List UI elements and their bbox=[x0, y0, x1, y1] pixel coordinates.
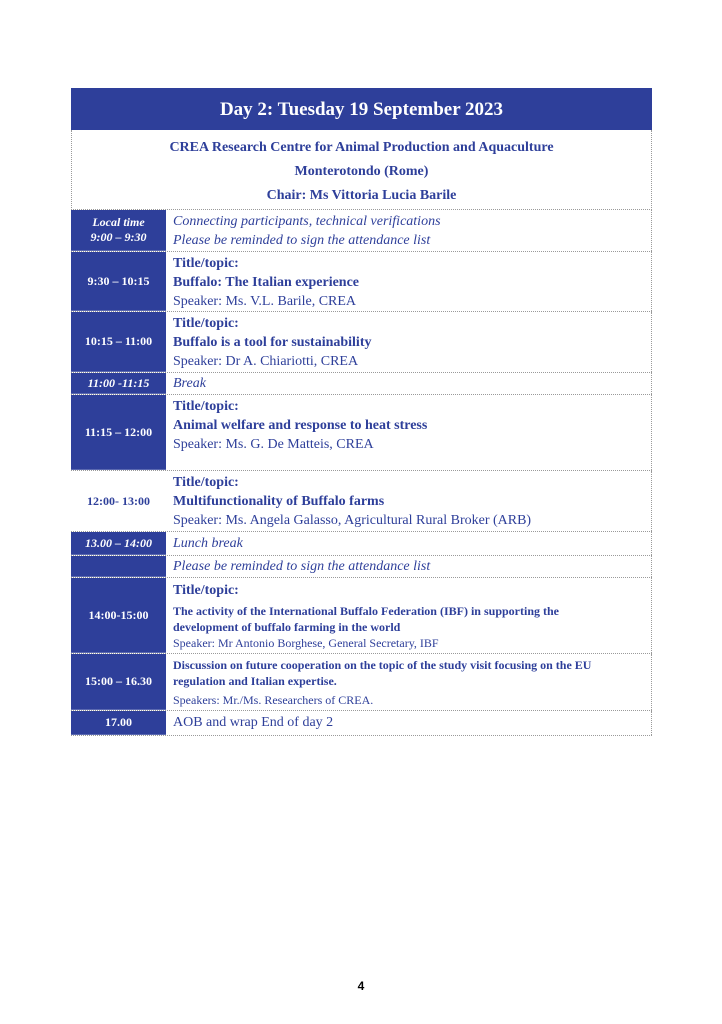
session-title: regulation and Italian expertise. bbox=[173, 674, 337, 688]
topic-label: Title/topic: bbox=[173, 475, 239, 490]
time-cell bbox=[71, 578, 166, 653]
speaker: Speaker: Mr Antonio Borghese, General Secretary, IBF bbox=[173, 636, 439, 650]
schedule-table bbox=[71, 88, 652, 736]
schedule-row bbox=[71, 532, 652, 556]
session-title: The activity of the International Buffalo Federation (IBF) in supporting the bbox=[173, 604, 559, 618]
content-cell bbox=[166, 252, 652, 311]
time-value: 9:30 – 10:15 bbox=[87, 273, 150, 288]
session-line: Connecting participants, technical verifications bbox=[173, 214, 441, 229]
content-cell bbox=[166, 395, 652, 470]
time-cell bbox=[71, 532, 166, 555]
session-title: Buffalo: The Italian experience bbox=[173, 275, 360, 290]
topic-label: Title/topic: bbox=[173, 583, 239, 598]
schedule-row bbox=[71, 471, 652, 532]
content-cell bbox=[166, 556, 652, 577]
time-cell bbox=[71, 654, 166, 710]
speaker: Speaker: Ms. Angela Galasso, Agricultural Rural Broker (ARB) bbox=[173, 513, 532, 528]
venue-chair: Chair: Ms Vittoria Lucia Barile bbox=[266, 188, 457, 203]
session-line: AOB and wrap End of day 2 bbox=[173, 715, 334, 730]
time-cell bbox=[71, 471, 166, 531]
time-value: 15:00 – 16.30 bbox=[85, 674, 152, 688]
time-label: Local time bbox=[92, 215, 145, 229]
time-value: 14:00-15:00 bbox=[88, 607, 149, 622]
time-value: 11:00 -11:15 bbox=[87, 375, 150, 390]
session-line: Break bbox=[173, 376, 206, 391]
time-cell bbox=[71, 556, 166, 577]
speaker: Speaker: Ms. G. De Matteis, CREA bbox=[173, 437, 374, 452]
venue-location: Monterotondo (Rome) bbox=[294, 164, 429, 179]
schedule-row bbox=[71, 711, 652, 736]
content-cell bbox=[166, 312, 652, 372]
schedule-row bbox=[71, 556, 652, 578]
time-value: 10:15 – 11:00 bbox=[84, 334, 153, 348]
time-cell bbox=[71, 395, 166, 470]
session-title: development of buffalo farming in the world bbox=[173, 620, 401, 634]
schedule-row bbox=[71, 654, 652, 711]
venue-block bbox=[71, 130, 652, 210]
time-value: 9:00 – 9:30 bbox=[90, 230, 147, 244]
topic-label: Title/topic: bbox=[173, 399, 239, 414]
time-cell bbox=[71, 312, 166, 372]
topic-label: Title/topic: bbox=[173, 316, 239, 331]
time-value: 12:00- 13:00 bbox=[87, 493, 150, 508]
session-line: Please be reminded to sign the attendance list bbox=[173, 233, 431, 248]
content-cell bbox=[166, 578, 652, 653]
page-number: 4 bbox=[357, 979, 365, 993]
content-cell bbox=[166, 210, 652, 251]
content-cell bbox=[166, 471, 652, 531]
schedule-row bbox=[71, 578, 652, 654]
session-title: Multifunctionality of Buffalo farms bbox=[173, 494, 385, 509]
time-cell bbox=[71, 210, 166, 251]
venue-name: CREA Research Centre for Animal Production and Aquaculture bbox=[169, 140, 554, 155]
session-title: Animal welfare and response to heat stress bbox=[173, 418, 428, 433]
session-title: Discussion on future cooperation on the topic of the study visit focusing on the EU bbox=[173, 658, 592, 672]
session-title: Buffalo is a tool for sustainability bbox=[173, 335, 372, 350]
content-cell bbox=[166, 711, 652, 735]
time-value: 17.00 bbox=[105, 715, 132, 729]
day-title: Day 2: Tuesday 19 September 2023 bbox=[71, 88, 652, 130]
time-cell bbox=[71, 252, 166, 311]
schedule-row bbox=[71, 252, 652, 312]
time-cell bbox=[71, 711, 166, 735]
time-value: 13.00 – 14:00 bbox=[85, 535, 152, 550]
speaker: Speaker: Dr A. Chiariotti, CREA bbox=[173, 354, 359, 369]
time-value: 11:15 – 12:00 bbox=[84, 424, 153, 439]
schedule-row bbox=[71, 395, 652, 471]
schedule-row bbox=[71, 312, 652, 373]
schedule-row bbox=[71, 210, 652, 252]
session-line: Lunch break bbox=[173, 536, 243, 551]
schedule-row bbox=[71, 373, 652, 395]
time-cell bbox=[71, 373, 166, 394]
content-cell bbox=[166, 654, 652, 710]
speaker: Speakers: Mr./Ms. Researchers of CREA. bbox=[173, 693, 374, 707]
topic-label: Title/topic: bbox=[173, 256, 239, 271]
content-cell bbox=[166, 373, 652, 394]
session-line: Please be reminded to sign the attendance list bbox=[173, 559, 431, 574]
speaker: Speaker: Ms. V.L. Barile, CREA bbox=[173, 294, 357, 309]
content-cell bbox=[166, 532, 652, 555]
